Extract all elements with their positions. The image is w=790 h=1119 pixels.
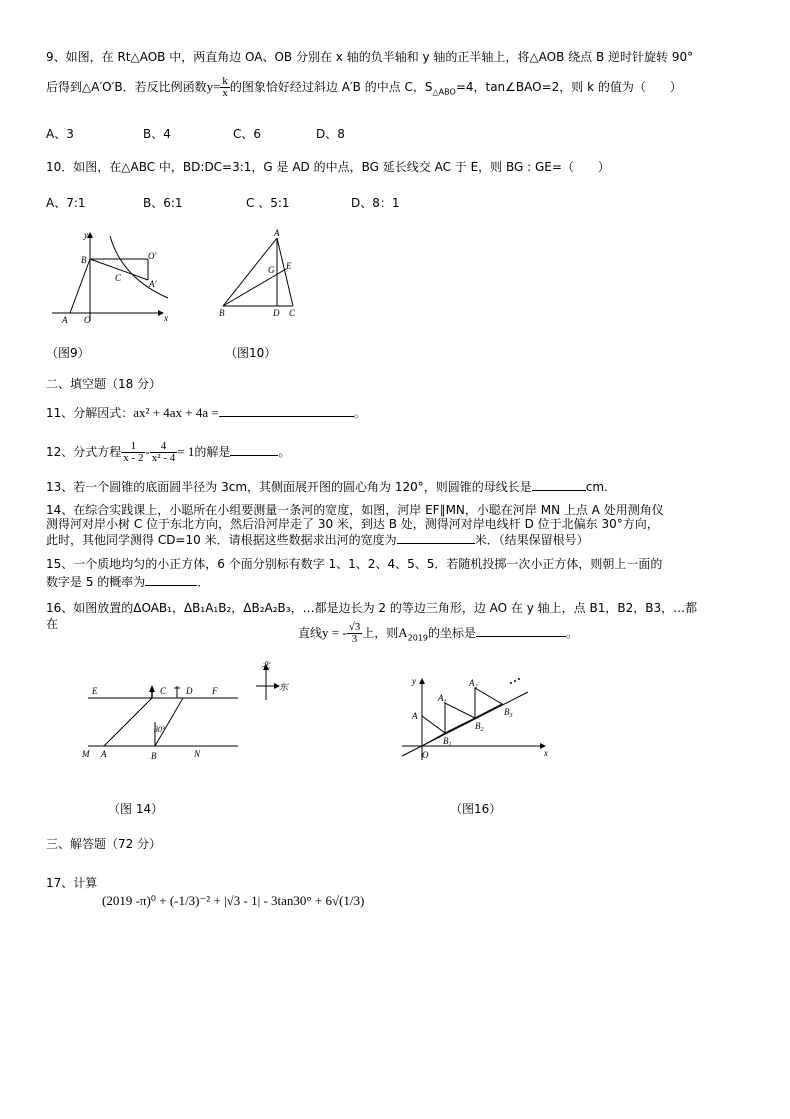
section-2-heading: 二、填空题（18 分） bbox=[46, 377, 162, 391]
fig16-triangle-2 bbox=[445, 703, 475, 733]
q17-expression: (2019 -π)⁰ + (-1/3)⁻² + |√3 - 1| - 3tan30° + 6√(1/3) bbox=[102, 893, 365, 908]
q10-option-c: C 、5:1 bbox=[246, 196, 290, 210]
fig9-label-c: C bbox=[115, 273, 122, 283]
fig16-triangle-3 bbox=[475, 688, 502, 718]
fig14-label-30deg: 30° bbox=[154, 725, 166, 734]
fig9-label-o: O bbox=[84, 315, 91, 325]
q9-option-d: D、8 bbox=[316, 127, 345, 141]
fig16-label-b1: $B_1$ bbox=[443, 736, 452, 748]
q16-line3: 直线y = - $\frac{√3}{3}$ 上，则$A_{2019}$的坐标是 。 bbox=[298, 621, 579, 645]
fig16-label-a: A bbox=[412, 711, 418, 721]
fig16-triangle-1 bbox=[422, 716, 445, 746]
fig16-label-x: x bbox=[544, 748, 548, 758]
q10-option-a: A、7:1 bbox=[46, 196, 86, 210]
q14-line1: 14、在综合实践课上，小聪所在小组要测量一条河的宽度，如图，河岸 EF∥MN，小聪在河岸 MN 上点 A 处用测角仪 bbox=[46, 503, 664, 517]
q9-fraction: $\frac{k}{x}$ bbox=[222, 75, 228, 99]
fig9-hyperbola bbox=[110, 236, 168, 298]
q12: 12、分式方程 $\frac{1}{x - 2}$ - $\frac{4}{\text{x² - 4}}$ = 1的解是 。 bbox=[46, 440, 291, 464]
fig16-label-b3: $B_3$ bbox=[504, 707, 513, 719]
fig14-label-c: C bbox=[160, 686, 167, 696]
q12-fraction-1: $\frac{1}{x - 2}$ bbox=[123, 440, 144, 464]
q15-line1: 15、一个质地均匀的小正方体，6 个面分别标有数字 1、1、2、4、5、5．若随机投掷一次小正方体，则朝上一面的 bbox=[46, 557, 663, 571]
q15-line2: 数字是 5 的概率为 ． bbox=[46, 575, 210, 589]
q9-option-c: C、6 bbox=[233, 127, 262, 141]
fig14-line-ac bbox=[104, 698, 152, 746]
q10-text: 10．如图，在△ABC 中，BD:DC=3:1，G 是 AD 的中点，BG 延长线交 AC 于 E，则 BG : GE=（ ） bbox=[46, 160, 610, 174]
q14-line3: 此时，其他同学测得 CD=10 米．请根据这些数据求出河的宽度为 米．（结果保留根号） bbox=[46, 533, 589, 547]
q14-answer-blank[interactable] bbox=[397, 531, 475, 544]
q14-line2: 测得河对岸小树 C 位于东北方向，然后沿河岸走了 30 米，到达 B 处，测得河对岸电线杆 D 位于北偏东 30°方向， bbox=[46, 517, 659, 531]
q15-answer-blank[interactable] bbox=[145, 573, 197, 586]
fig14-label-d: D bbox=[186, 686, 193, 696]
fig16-ellipsis-dot-3 bbox=[518, 678, 520, 680]
q16-line1: 16、如图放置的ΔOAB₁，ΔB₁A₁B₂，ΔB₂A₂B₃，…都是边长为 2 的等边三角形，边 AO 在 y 轴上，点 B1，B2，B3，…都 bbox=[46, 601, 698, 615]
fig9-label-a-prime: A′ bbox=[149, 279, 157, 289]
q16-fraction: $\frac{√3}{3}$ bbox=[348, 621, 361, 645]
fig16-caption: （图16） bbox=[450, 802, 502, 816]
fig9-label-b: B bbox=[81, 255, 87, 265]
q12-fraction-2: $\frac{4}{\text{x² - 4}}$ bbox=[151, 440, 176, 464]
q10-option-d: D、8：1 bbox=[351, 196, 400, 210]
fig9-caption: （图9） bbox=[46, 346, 90, 360]
fig14-label-east: 东 bbox=[279, 682, 289, 692]
q9-line1: 9、如图，在 Rt△AOB 中，两直角边 OA、OB 分别在 x 轴的负半轴和 y 轴的正半轴上，将△AOB 绕点 B 逆时针旋转 90° bbox=[46, 50, 694, 64]
fig10-label-e: E bbox=[286, 261, 292, 271]
fig14-line-bd bbox=[155, 698, 183, 746]
fig14-label-b: B bbox=[151, 751, 157, 761]
fig14-label-north: 北 bbox=[261, 660, 271, 670]
q9-line2: 后得到△A′O′B．若反比例函数y= $\frac{k}{x}$ 的图象恰好经过斜边 A′B 的中点 C，$S_{\triangle ABO}=4$，tan∠BAO=2，则 k 的值为（ ） bbox=[46, 75, 682, 99]
fig16-label-b2: $B_2$ bbox=[475, 721, 484, 733]
fig16-label-y: y bbox=[412, 676, 416, 686]
fig9-label-y: y bbox=[84, 230, 88, 240]
fig10-label-b: B bbox=[219, 308, 225, 318]
section-3-heading: 三、解答题（72 分） bbox=[46, 837, 162, 851]
fig10-label-d: D bbox=[273, 308, 280, 318]
q11-answer-blank[interactable] bbox=[219, 404, 354, 417]
fig9-side-ab bbox=[70, 259, 90, 313]
figure-9 bbox=[50, 226, 175, 326]
fig14-label-m: M bbox=[82, 749, 90, 759]
q10-option-b: B、6:1 bbox=[143, 196, 183, 210]
fig9-label-x: x bbox=[164, 313, 168, 323]
fig16-label-a1: $A_1$ bbox=[438, 693, 447, 705]
fig14-label-f: F bbox=[212, 686, 218, 696]
figure-10 bbox=[215, 226, 305, 318]
fig10-label-a: A bbox=[274, 228, 280, 238]
q16-line2: 在 bbox=[46, 617, 59, 631]
figure-14 bbox=[80, 660, 300, 765]
q12-answer-blank[interactable] bbox=[230, 443, 278, 456]
q17-label: 17、计算 bbox=[46, 876, 98, 890]
fig14-label-a: A bbox=[101, 749, 107, 759]
fig9-label-a: A bbox=[62, 315, 68, 325]
fig14-label-e: E bbox=[92, 686, 98, 696]
fig16-label-a2: $A_2$ bbox=[469, 678, 478, 690]
fig14-tree-c-icon bbox=[149, 685, 155, 692]
fig10-caption: （图10） bbox=[225, 346, 277, 360]
q13: 13、若一个圆锥的底面圆半径为 3cm，其侧面展开图的圆心角为 120°，则圆锥的母线长是 cm. bbox=[46, 480, 608, 494]
fig9-label-o-prime: O′ bbox=[148, 251, 157, 261]
fig10-label-g: G bbox=[268, 265, 275, 275]
fig14-caption: （图 14） bbox=[108, 802, 164, 816]
q9-option-a: A、3 bbox=[46, 127, 74, 141]
q9-option-b: B、4 bbox=[143, 127, 171, 141]
fig16-ellipsis-dot-1 bbox=[510, 682, 512, 684]
fig16-ellipsis-dot-2 bbox=[514, 680, 516, 682]
fig16-label-o: O bbox=[422, 750, 429, 760]
fig16-y-arrow bbox=[419, 678, 425, 684]
q11: 11、分解因式：ax² + 4ax + 4a = 。 bbox=[46, 405, 366, 420]
fig14-label-n: N bbox=[194, 749, 201, 759]
q13-answer-blank[interactable] bbox=[532, 478, 586, 491]
fig10-label-c: C bbox=[289, 308, 296, 318]
figure-16 bbox=[398, 672, 558, 767]
q16-answer-blank[interactable] bbox=[476, 624, 566, 637]
fig10-side-ac bbox=[277, 238, 293, 306]
